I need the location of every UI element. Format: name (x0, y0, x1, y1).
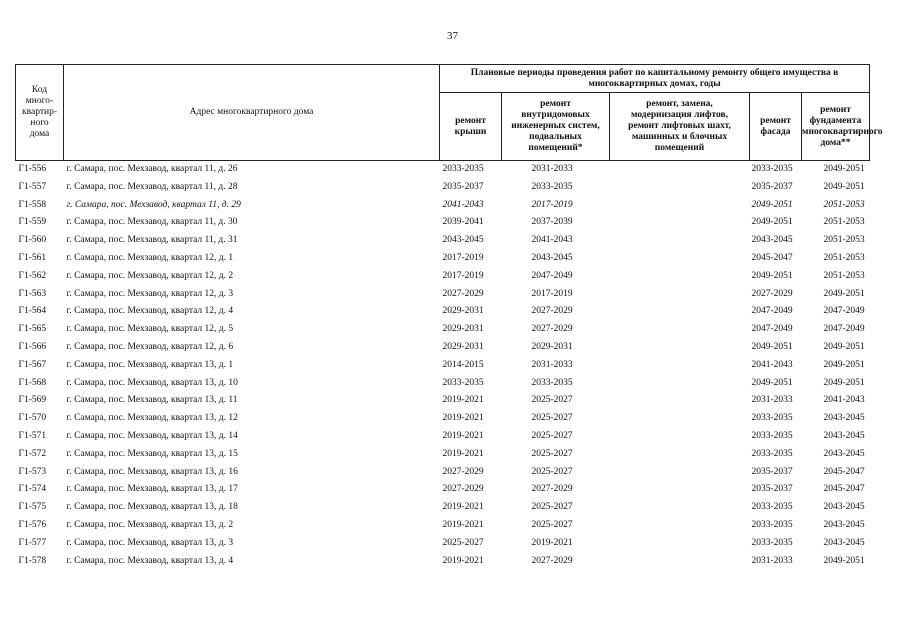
cell-roof: 2017-2019 (442, 270, 484, 281)
cell-systems: 2041-2043 (531, 235, 573, 246)
cell-address: г. Самара, пос. Мехзавод, квартал 13, д. 14 (66, 430, 238, 441)
cell-address: г. Самара, пос. Мехзавод, квартал 13, д. 2 (66, 519, 234, 530)
cell-lifts (610, 517, 750, 535)
cell-lifts (610, 232, 750, 250)
cell-lifts (610, 286, 750, 304)
cell-foundation: 2045-2047 (823, 484, 865, 495)
cell-lifts (610, 446, 750, 464)
table-row (16, 339, 870, 357)
cell-code: Г1-568 (18, 377, 47, 388)
cell-systems: 2043-2045 (531, 252, 573, 263)
header-foundation-line: фундамента (809, 115, 862, 126)
cell-address: г. Самара, пос. Мехзавод, квартал 11, д. 29 (66, 199, 241, 210)
table-row (16, 250, 870, 268)
table-row (16, 161, 870, 179)
cell-code: Г1-559 (18, 217, 47, 228)
cell-address: г. Самара, пос. Мехзавод, квартал 13, д. 12 (66, 413, 238, 424)
header-systems-line: внутридомовых (521, 110, 590, 120)
cell-roof: 2027-2029 (442, 288, 484, 299)
table-row (16, 214, 870, 232)
header-foundation-line: дома** (820, 137, 851, 148)
cell-roof: 2019-2021 (442, 430, 484, 441)
cell-facade: 2049-2051 (751, 341, 793, 352)
table-row (16, 517, 870, 535)
table-row (16, 232, 870, 250)
cell-roof: 2017-2019 (442, 252, 484, 263)
cell-facade: 2031-2033 (751, 395, 793, 406)
header-facade-line: фасада (760, 126, 791, 137)
cell-facade: 2027-2029 (751, 288, 793, 299)
cell-roof: 2033-2035 (442, 377, 484, 388)
cell-foundation: 2049-2051 (823, 555, 865, 566)
cell-address: г. Самара, пос. Мехзавод, квартал 13, д. 1 (66, 359, 234, 370)
cell-address: г. Самара, пос. Мехзавод, квартал 12, д. 3 (66, 288, 234, 299)
cell-facade: 2035-2037 (751, 181, 793, 192)
cell-address: г. Самара, пос. Мехзавод, квартал 13, д. 3 (66, 537, 234, 548)
cell-facade: 2041-2043 (751, 359, 793, 370)
cell-foundation: 2049-2051 (823, 377, 865, 388)
header-periods-group (440, 65, 870, 93)
table-row (16, 321, 870, 339)
header-roof-line: крыши (454, 126, 487, 137)
cell-systems: 2017-2019 (531, 199, 573, 210)
header-address: Адрес многоквартирного дома (64, 65, 440, 161)
table-row (16, 357, 870, 375)
table-row (16, 553, 870, 571)
cell-roof: 2041-2043 (442, 199, 484, 210)
cell-address: г. Самара, пос. Мехзавод, квартал 12, д. 2 (66, 270, 234, 281)
header-code-line: дома (29, 129, 50, 139)
cell-code: Г1-570 (18, 413, 47, 424)
cell-foundation: 2043-2045 (823, 519, 865, 530)
cell-address: г. Самара, пос. Мехзавод, квартал 13, д. 4 (66, 555, 234, 566)
header-roof-line: ремонт (455, 115, 486, 126)
cell-lifts (610, 464, 750, 482)
cell-systems: 2027-2029 (531, 324, 573, 335)
header-lifts-line: машинных и блочных (631, 132, 728, 142)
cell-roof: 2029-2031 (442, 306, 484, 317)
cell-roof: 2014-2015 (442, 359, 484, 370)
cell-systems: 2025-2027 (531, 395, 573, 406)
cell-foundation: 2049-2051 (823, 341, 865, 352)
cell-code: Г1-562 (18, 270, 47, 281)
cell-facade: 2045-2047 (751, 252, 793, 263)
cell-roof: 2043-2045 (442, 235, 484, 246)
cell-roof: 2019-2021 (442, 502, 484, 513)
cell-systems: 2025-2027 (531, 413, 573, 424)
cell-foundation: 2043-2045 (823, 502, 865, 513)
cell-code: Г1-575 (18, 502, 47, 513)
cell-facade: 2033-2035 (751, 537, 793, 548)
cell-lifts (610, 321, 750, 339)
cell-foundation: 2043-2045 (823, 430, 865, 441)
cell-facade: 2049-2051 (751, 270, 793, 281)
capital-repair-table (15, 64, 883, 570)
header-lifts-line: модернизация лифтов, (630, 110, 729, 120)
cell-facade: 2031-2033 (751, 555, 793, 566)
header-lifts-line: ремонт лифтовых шахт, (628, 121, 731, 131)
cell-foundation: 2051-2053 (823, 252, 865, 263)
header-facade (750, 93, 802, 161)
header-periods-line: многоквартирных домах, годы (588, 78, 721, 89)
cell-facade: 2033-2035 (751, 519, 793, 530)
cell-systems: 2027-2029 (531, 306, 573, 317)
cell-lifts (610, 303, 750, 321)
cell-code: Г1-557 (18, 181, 47, 192)
table-row (16, 446, 870, 464)
cell-lifts (610, 392, 750, 410)
cell-address: г. Самара, пос. Мехзавод, квартал 11, д. 28 (66, 181, 238, 192)
header-roof (440, 93, 502, 161)
header-systems-line: инженерных систем, (511, 121, 600, 131)
cell-address: г. Самара, пос. Мехзавод, квартал 13, д. 18 (66, 502, 238, 513)
cell-address: г. Самара, пос. Мехзавод, квартал 11, д. 30 (66, 217, 238, 228)
cell-foundation: 2041-2043 (823, 395, 865, 406)
cell-address: г. Самара, пос. Мехзавод, квартал 13, д. 16 (66, 466, 238, 477)
cell-systems: 2047-2049 (531, 270, 573, 281)
cell-foundation: 2047-2049 (823, 324, 865, 335)
cell-roof: 2025-2027 (442, 537, 484, 548)
cell-facade: 2033-2035 (751, 413, 793, 424)
cell-facade: 2047-2049 (751, 306, 793, 317)
cell-address: г. Самара, пос. Мехзавод, квартал 11, д. 26 (64, 161, 440, 179)
cell-roof: 2029-2031 (442, 324, 484, 335)
cell-roof: 2027-2029 (442, 466, 484, 477)
cell-code: Г1-569 (18, 395, 47, 406)
cell-lifts (610, 214, 750, 232)
header-periods-line: Плановые периоды проведения работ по капитальному ремонту общего имущества в (470, 67, 839, 78)
cell-foundation: 2051-2053 (823, 217, 865, 228)
cell-facade: 2033-2035 (750, 161, 802, 179)
cell-foundation: 2051-2053 (823, 199, 865, 210)
cell-lifts (610, 375, 750, 393)
cell-lifts (610, 179, 750, 197)
cell-systems: 2019-2021 (531, 537, 573, 548)
cell-address: г. Самара, пос. Мехзавод, квартал 13, д. 11 (66, 395, 238, 406)
header-lifts (610, 93, 750, 161)
cell-systems: 2037-2039 (531, 217, 573, 228)
cell-foundation: 2051-2053 (823, 270, 865, 281)
header-foundation-line: многоквартирного (802, 126, 883, 137)
cell-roof: 2035-2037 (442, 181, 484, 192)
cell-systems: 2033-2035 (531, 377, 573, 388)
cell-code: Г1-566 (18, 341, 47, 352)
cell-foundation: 2043-2045 (823, 413, 865, 424)
table-row (16, 464, 870, 482)
cell-roof: 2019-2021 (442, 555, 484, 566)
cell-address: г. Самара, пос. Мехзавод, квартал 11, д. 31 (66, 235, 238, 246)
cell-lifts (610, 535, 750, 553)
cell-foundation: 2047-2049 (823, 306, 865, 317)
cell-foundation: 2049-2051 (823, 181, 865, 192)
cell-facade: 2049-2051 (751, 217, 793, 228)
cell-foundation: 2045-2047 (823, 466, 865, 477)
header-lifts-line: ремонт, замена, (646, 99, 713, 109)
cell-facade: 2033-2035 (751, 448, 793, 459)
cell-systems: 2027-2029 (531, 555, 573, 566)
table-row (16, 179, 870, 197)
table-row (16, 303, 870, 321)
cell-systems: 2031-2033 (502, 161, 610, 179)
cell-address: г. Самара, пос. Мехзавод, квартал 13, д. 10 (66, 377, 238, 388)
cell-facade: 2035-2037 (751, 466, 793, 477)
cell-systems: 2017-2019 (531, 288, 573, 299)
cell-systems: 2025-2027 (531, 502, 573, 513)
cell-roof: 2029-2031 (442, 341, 484, 352)
cell-facade: 2035-2037 (751, 484, 793, 495)
header-systems (502, 93, 610, 161)
header-systems-line: помещений* (528, 143, 583, 153)
cell-code: Г1-577 (18, 537, 47, 548)
cell-lifts (610, 197, 750, 215)
cell-address: г. Самара, пос. Мехзавод, квартал 12, д. 4 (66, 306, 234, 317)
header-code-line: ного (30, 118, 49, 128)
header-lifts-line: помещений (654, 143, 705, 153)
header-code-line: Код (31, 85, 48, 95)
cell-code: Г1-561 (18, 252, 47, 263)
table-row (16, 410, 870, 428)
cell-code: Г1-576 (18, 519, 47, 530)
table-row (16, 286, 870, 304)
cell-code: Г1-558 (18, 199, 47, 210)
header-facade-line: ремонт (760, 115, 791, 126)
table-row (16, 481, 870, 499)
cell-roof: 2019-2021 (442, 519, 484, 530)
cell-foundation: 2043-2045 (823, 537, 865, 548)
cell-foundation: 2043-2045 (823, 448, 865, 459)
cell-lifts (610, 481, 750, 499)
cell-address: г. Самара, пос. Мехзавод, квартал 13, д. 17 (66, 484, 238, 495)
table-row (16, 535, 870, 553)
cell-lifts (610, 268, 750, 286)
cell-foundation: 2051-2053 (823, 235, 865, 246)
cell-roof: 2033-2035 (440, 161, 502, 179)
cell-address: г. Самара, пос. Мехзавод, квартал 12, д. 6 (66, 341, 234, 352)
cell-facade: 2033-2035 (751, 430, 793, 441)
cell-foundation: 2049-2051 (823, 359, 865, 370)
cell-systems: 2029-2031 (531, 341, 573, 352)
header-systems-line: подвальных (529, 132, 582, 142)
header-code (16, 65, 64, 161)
cell-lifts (610, 499, 750, 517)
cell-lifts (610, 161, 750, 179)
cell-address: г. Самара, пос. Мехзавод, квартал 12, д. 5 (66, 324, 234, 335)
header-systems-line: ремонт (540, 99, 571, 109)
header-foundation-line: ремонт (820, 104, 851, 115)
cell-foundation: 2049-2051 (802, 161, 870, 179)
table-row (16, 268, 870, 286)
cell-systems: 2025-2027 (531, 466, 573, 477)
table-row (16, 499, 870, 517)
cell-code: Г1-564 (18, 306, 47, 317)
table-row (16, 428, 870, 446)
cell-roof: 2039-2041 (442, 217, 484, 228)
cell-systems: 2025-2027 (531, 519, 573, 530)
cell-foundation: 2049-2051 (823, 288, 865, 299)
cell-lifts (610, 357, 750, 375)
cell-facade: 2043-2045 (751, 235, 793, 246)
cell-facade: 2047-2049 (751, 324, 793, 335)
header-foundation (802, 93, 883, 161)
cell-code: Г1-574 (18, 484, 47, 495)
cell-systems: 2027-2029 (531, 484, 573, 495)
cell-lifts (610, 410, 750, 428)
table-row (16, 392, 870, 410)
cell-facade: 2033-2035 (751, 502, 793, 513)
header-code-line: квартир- (22, 107, 57, 117)
cell-code: Г1-565 (18, 324, 47, 335)
cell-roof: 2019-2021 (442, 413, 484, 424)
cell-facade: 2049-2051 (751, 377, 793, 388)
header-code-line: много- (25, 96, 54, 106)
cell-systems: 2031-2033 (531, 359, 573, 370)
cell-code: Г1-556 (16, 161, 64, 179)
cell-code: Г1-563 (18, 288, 47, 299)
cell-facade: 2049-2051 (751, 199, 793, 210)
cell-systems: 2025-2027 (531, 448, 573, 459)
cell-systems: 2025-2027 (531, 430, 573, 441)
table-row (16, 375, 870, 393)
cell-systems: 2033-2035 (531, 181, 573, 192)
cell-code: Г1-560 (18, 235, 47, 246)
page-number: 37 (447, 30, 458, 42)
cell-address: г. Самара, пос. Мехзавод, квартал 13, д. 15 (66, 448, 238, 459)
cell-code: Г1-572 (18, 448, 47, 459)
cell-lifts (610, 428, 750, 446)
cell-roof: 2019-2021 (442, 395, 484, 406)
cell-lifts (610, 339, 750, 357)
cell-code: Г1-573 (18, 466, 47, 477)
cell-code: Г1-578 (18, 555, 47, 566)
cell-code: Г1-567 (18, 359, 47, 370)
cell-address: г. Самара, пос. Мехзавод, квартал 12, д. 1 (66, 252, 234, 263)
cell-roof: 2027-2029 (442, 484, 484, 495)
cell-roof: 2019-2021 (442, 448, 484, 459)
cell-lifts (610, 250, 750, 268)
table-row (16, 197, 870, 215)
cell-lifts (610, 553, 750, 571)
cell-code: Г1-571 (18, 430, 47, 441)
